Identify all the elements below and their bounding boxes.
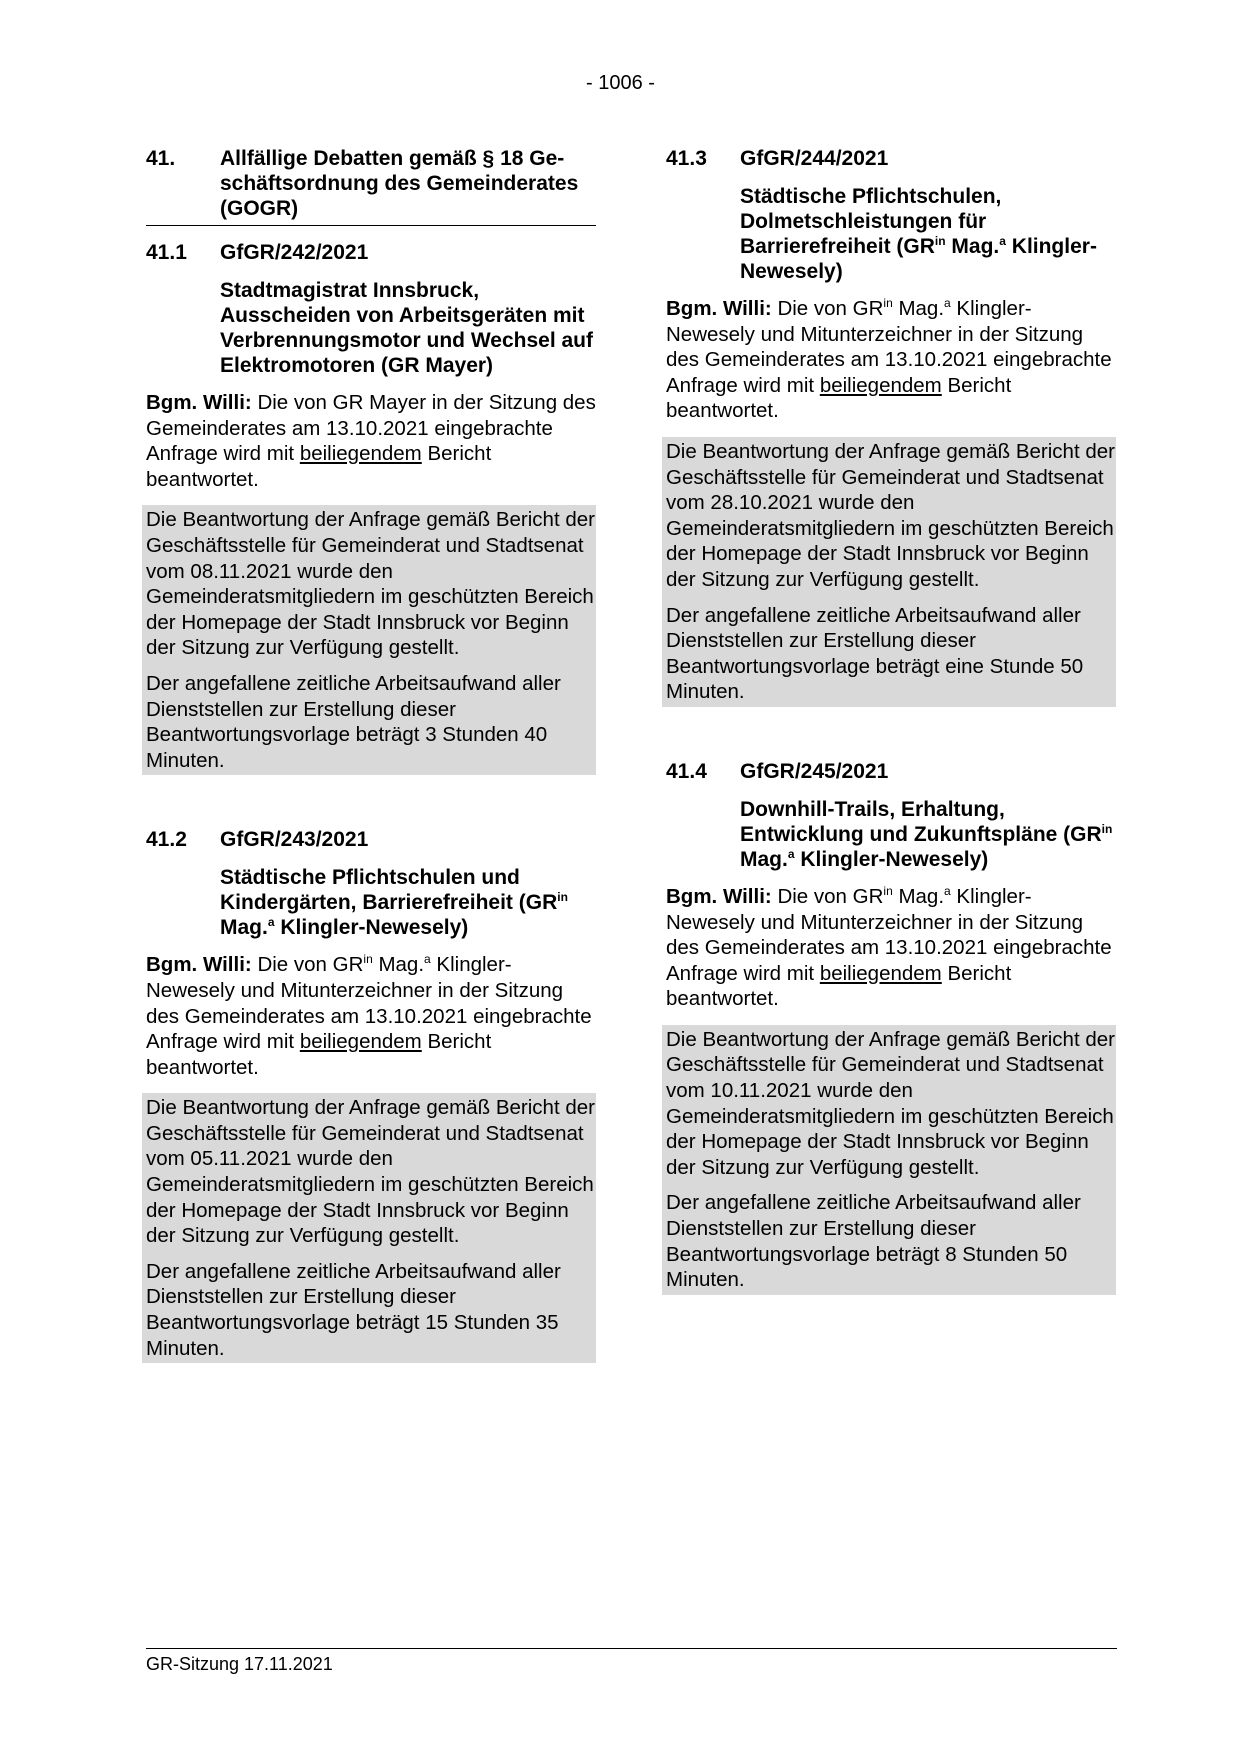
item-number: 41.1 bbox=[146, 241, 187, 264]
statement-text: und Mitunterzeichner in der Sitzung des Gemeinderates am 13.10.2021 eingebrachte Anfrage wird mit bbox=[146, 978, 592, 1054]
statement-text-end: Bericht beantwortet. bbox=[146, 1030, 492, 1079]
note-effort: Der angefallene zeitliche Arbeitsaufwand aller Dienststellen zur Erstellung dieser Beantwortungsvorlage beträgt 15 Stunden 35 Minuten. bbox=[146, 1259, 561, 1360]
statement-text-end: Bericht beantwortet. bbox=[666, 961, 1012, 1011]
speaker-label: Bgm. Willi: bbox=[666, 297, 772, 320]
attachment-link-text: beiliegendem bbox=[299, 1030, 422, 1054]
item-title: Downhill-Trails, Erhaltung, Entwicklung und Zukunftspläne ($GR^{in}$ Mag.$^a$ Klingler-Newesely) bbox=[740, 797, 1113, 871]
item-code: GfGR/245/2021 bbox=[740, 759, 889, 783]
item-statement: Bgm. Willi: Die von $GR^{in}$ Mag.$^a$ Klingler-Newesely und Mitunterzeichner in der Sitzung des Gemeinderates am 13.10.2021 eingebrachte Anfrage wird mit beiliegendem Bericht beantwortet. bbox=[666, 296, 1112, 423]
item-heading bbox=[146, 240, 596, 265]
item-statement: Bgm. Willi: Die von $GR^{in}$ Mag.$^a$ Klingler-Newesely und Mitunterzeichner in der Sitzung des Gemeinderates am 13.10.2021 eingebrachte Anfrage wird mit beiliegendem Bericht beantwortet. bbox=[146, 952, 592, 1079]
note-effort: Der angefallene zeitliche Arbeitsaufwand aller Dienststellen zur Erstellung dieser Beantwortungsvorlage beträgt 3 Stunden 40 Minuten. bbox=[146, 671, 561, 772]
agenda-item-41-2 bbox=[146, 827, 596, 1363]
attachment-link-text: beiliegendem bbox=[299, 442, 422, 466]
item-title: Stadtmagistrat Innsbruck, Ausscheiden von Arbeitsgeräten mit Verbrennungsmotor und Wechsel auf Elektromotoren (GR Mayer) bbox=[220, 279, 593, 377]
grey-note-box bbox=[142, 1093, 596, 1363]
statement-text-end: Bericht beantwortet. bbox=[666, 373, 1012, 423]
note-effort: Der angefallene zeitliche Arbeitsaufwand aller Dienststellen zur Erstellung dieser Beantwortungsvorlage beträgt eine Stunde 50 Minuten. bbox=[666, 603, 1084, 704]
note-answer: Die Beantwortung der Anfrage gemäß Bericht der Geschäftsstelle für Gemeinderat und Stadtsenat vom 08.11.2021 wurde den Gemeinderatsmitgliedern im geschützten Bereich der Homepage der Stadt Innsbruck vor Beginn der Sitzung zur Verfügung gestellt. bbox=[146, 508, 595, 660]
item-title: Städtische Pflichtschulen und Kindergärten, Barrierefreiheit ($GR^{in}$ Mag.$^a$ Klingler-Newesely) bbox=[220, 866, 568, 940]
agenda-item-41-1 bbox=[146, 240, 596, 775]
item-code: GfGR/244/2021 bbox=[740, 147, 889, 170]
attachment-link-text: beiliegendem bbox=[819, 961, 942, 985]
item-title: Städtische Pflichtschulen, Dolmetschleistungen für Barrierefreiheit ($GR^{in}$ Mag.$^a$ Klingler-Newesely) bbox=[740, 185, 1097, 283]
right-column bbox=[666, 146, 1116, 1295]
page-number: - 1006 - bbox=[586, 72, 655, 94]
note-answer: Die Beantwortung der Anfrage gemäß Bericht der Geschäftsstelle für Gemeinderat und Stadtsenat vom 05.11.2021 wurde den Gemeinderatsmitgliedern im geschützten Bereich der Homepage der Stadt Innsbruck vor Beginn der Sitzung zur Verfügung gestellt. bbox=[146, 1096, 595, 1248]
left-column bbox=[146, 146, 596, 1363]
note-answer: Die Beantwortung der Anfrage gemäß Bericht der Geschäftsstelle für Gemeinderat und Stadtsenat vom 28.10.2021 wurde den Gemeinderatsmitgliedern im geschützten Bereich der Homepage der Stadt Innsbruck vor Beginn der Sitzung zur Verfügung gestellt. bbox=[666, 439, 1115, 591]
item-heading bbox=[666, 146, 1116, 171]
attachment-link-text: beiliegendem bbox=[819, 373, 942, 397]
section-number: 41. bbox=[146, 147, 176, 170]
speaker-label: Bgm. Willi: bbox=[146, 391, 252, 414]
item-code: GfGR/242/2021 bbox=[220, 241, 369, 264]
section-title: Allfällige Debatten gemäß § 18 Ge-schäftsordnung des Gemeinderates (GOGR) bbox=[220, 147, 579, 220]
footer-text: GR-Sitzung 17.11.2021 bbox=[146, 1654, 333, 1674]
note-answer: Die Beantwortung der Anfrage gemäß Bericht der Geschäftsstelle für Gemeinderat und Stadtsenat vom 10.11.2021 wurde den Gemeinderatsmitgliedern im geschützten Bereich der Homepage der Stadt Innsbruck vor Beginn der Sitzung zur Verfügung gestellt. bbox=[666, 1027, 1115, 1179]
item-number: 41.3 bbox=[666, 147, 707, 170]
grey-note-box bbox=[662, 437, 1116, 707]
agenda-item-41-3 bbox=[666, 146, 1116, 707]
item-number: 41.4 bbox=[666, 759, 707, 783]
item-heading bbox=[666, 759, 1116, 784]
item-number: 41.2 bbox=[146, 828, 187, 852]
statement-text-end: Bericht beantwortet. bbox=[146, 442, 492, 491]
statement-text: und Mitunterzeichner in der Sitzung des Gemeinderates am 13.10.2021 eingebrachte Anfrage wird mit bbox=[666, 910, 1112, 985]
statement-text: Die von GR Mayer in der Sitzung des Gemeinderates am 13.10.2021 eingebrachte Anfrage wird mit bbox=[146, 391, 596, 466]
item-statement bbox=[146, 390, 596, 492]
item-code: GfGR/243/2021 bbox=[220, 828, 369, 852]
grey-note-box bbox=[662, 1025, 1116, 1295]
item-heading bbox=[146, 827, 596, 852]
speaker-label: Bgm. Willi: bbox=[666, 884, 772, 908]
item-statement: Bgm. Willi: Die von $GR^{in}$ Mag.$^a$ Klingler-Newesely und Mitunterzeichner in der Sitzung des Gemeinderates am 13.10.2021 eingebrachte Anfrage wird mit beiliegendem Bericht beantwortet. bbox=[666, 883, 1112, 1011]
note-effort: Der angefallene zeitliche Arbeitsaufwand aller Dienststellen zur Erstellung dieser Beantwortungsvorlage beträgt 8 Stunden 50 Minuten. bbox=[666, 1191, 1081, 1292]
grey-note-box bbox=[142, 505, 596, 775]
statement-text: und Mitunterzeichner in der Sitzung des Gemeinderates am 13.10.2021 eingebrachte Anfrage wird mit bbox=[666, 322, 1112, 397]
section-heading bbox=[146, 146, 596, 226]
speaker-label: Bgm. Willi: bbox=[146, 953, 252, 977]
agenda-item-41-4 bbox=[666, 759, 1116, 1295]
footer-divider bbox=[146, 1648, 1117, 1649]
